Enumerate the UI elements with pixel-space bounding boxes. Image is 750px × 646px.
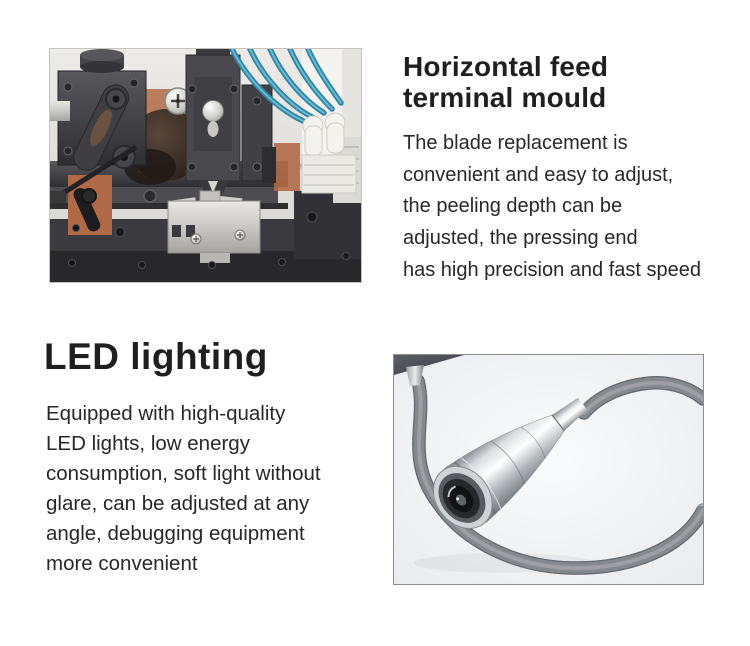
description-line: glare, can be adjusted at any xyxy=(46,492,310,515)
description-line: consumption, soft light without xyxy=(46,462,321,485)
feature-top-title xyxy=(403,52,723,113)
description-line: angle, debugging equipment xyxy=(46,522,305,545)
lamp-illustration xyxy=(394,355,703,584)
description-line: has high precision and fast speed xyxy=(403,258,701,281)
machine-illustration xyxy=(50,49,361,282)
terminal-crimping-machine-photo xyxy=(49,48,362,283)
feed-plate xyxy=(168,191,260,263)
feature-top-text xyxy=(403,52,723,287)
description-line: Equipped with high-quality xyxy=(46,402,286,425)
description-line: LED lights, low energy xyxy=(46,432,250,455)
description-line: adjusted, the pressing end xyxy=(403,227,638,250)
feature-top-title-line2: terminal mould xyxy=(403,81,607,113)
led-gooseneck-lamp-photo xyxy=(393,354,704,585)
description-line: the peeling depth can be xyxy=(403,195,623,218)
feature-bottom-title: LED lighting xyxy=(44,336,268,377)
feature-bottom-description xyxy=(46,399,386,579)
description-line: more convenient xyxy=(46,552,198,575)
description-line: The blade replacement is xyxy=(403,132,628,154)
feature-top-title-line1: Horizontal feed xyxy=(403,51,609,82)
feature-top-description xyxy=(403,128,723,287)
description-line: convenient and easy to adjust, xyxy=(403,163,674,186)
